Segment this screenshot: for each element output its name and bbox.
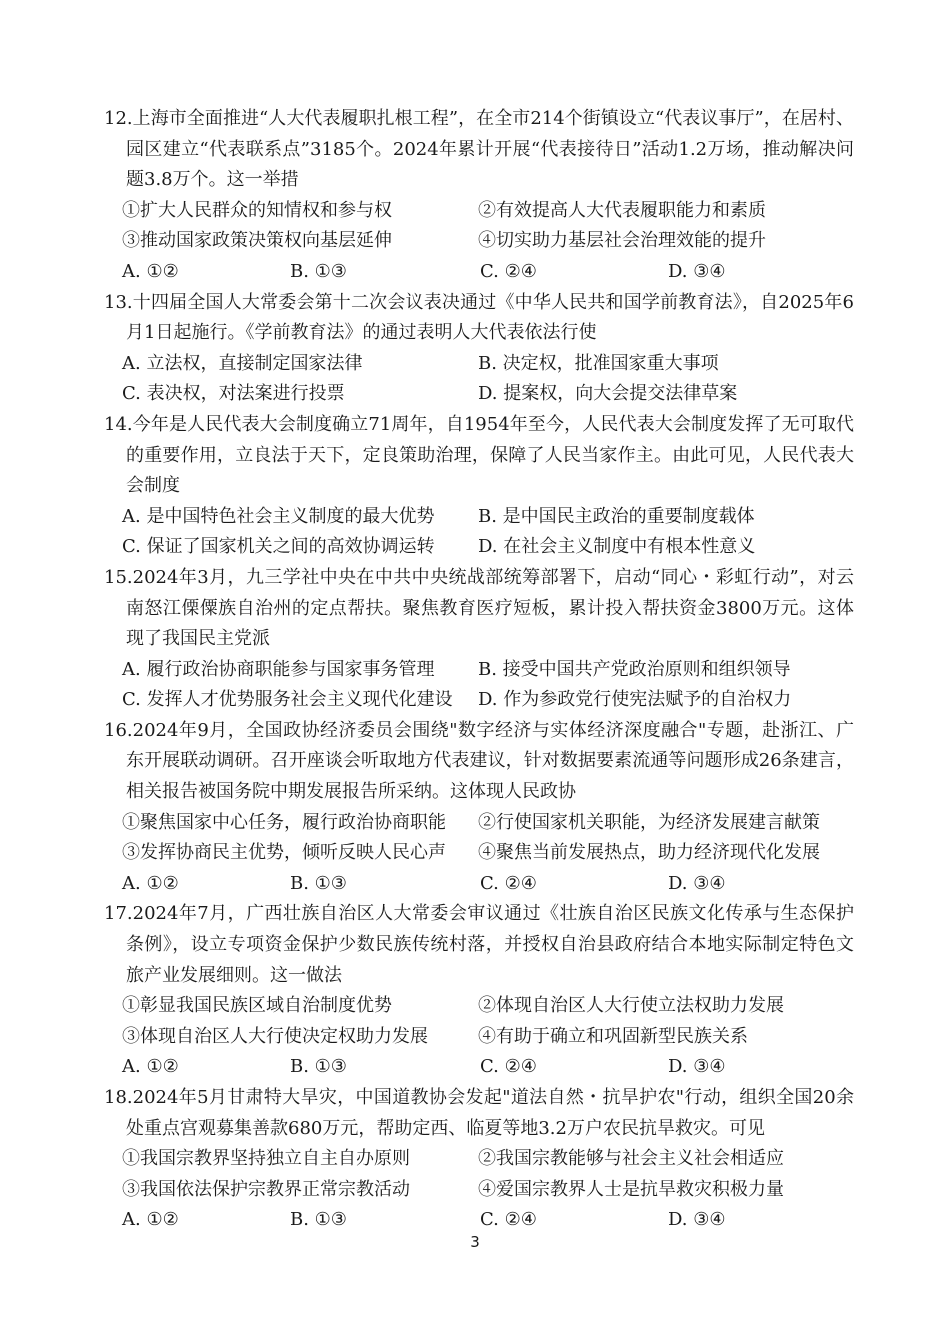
- question-13: [104, 288, 854, 410]
- question-16: [104, 716, 854, 900]
- statement-list: [104, 1144, 854, 1205]
- choice-b: B. ①③: [290, 260, 347, 282]
- statement-list: [104, 808, 854, 869]
- statement-1: ①扩大人民群众的知情权和参与权: [122, 199, 392, 221]
- question-list: [104, 104, 854, 1236]
- choice-list: [104, 257, 854, 288]
- statement-4: ④爱国宗教界人士是抗旱救灾积极力量: [478, 1178, 784, 1200]
- statement-2: ②有效提高人大代表履职能力和素质: [478, 199, 766, 221]
- question-17: [104, 899, 854, 1083]
- choice-c: C. 表决权，对法案进行投票: [122, 383, 345, 405]
- choice-c: C. 发挥人才优势服务社会主义现代化建设: [122, 689, 453, 711]
- statement-list: [104, 196, 854, 257]
- statement-3: ③发挥协商民主优势，倾听反映人民心声: [122, 842, 446, 864]
- choice-b: B. 决定权，批准国家重大事项: [478, 352, 719, 374]
- question-15: [104, 563, 854, 716]
- choice-b: B. ①③: [290, 1209, 347, 1231]
- choice-c: C. ②④: [480, 872, 537, 894]
- choice-a: A. ①②: [122, 1209, 179, 1231]
- choice-list: [104, 655, 854, 716]
- choice-d: D. ③④: [668, 1209, 726, 1231]
- choice-d: D. ③④: [668, 260, 726, 282]
- question-18: [104, 1083, 854, 1236]
- question-stem: 17.2024年7月，广西壮族自治区人大常委会审议通过《壮族自治区民族文化传承与生态保护条例》，设立专项资金保护少数民族传统村落，并授权自治县政府结合本地实际制定特色文旅产业发展细则。这一做法: [104, 903, 854, 986]
- choice-d: D. 在社会主义制度中有根本性意义: [478, 536, 756, 558]
- question-14: [104, 410, 854, 563]
- statement-list: [104, 991, 854, 1052]
- choice-b: B. ①③: [290, 872, 347, 894]
- choice-c: C. 保证了国家机关之间的高效协调运转: [122, 536, 435, 558]
- choice-a: A. 立法权，直接制定国家法律: [122, 352, 363, 374]
- choice-list: [104, 1052, 854, 1083]
- statement-4: ④有助于确立和巩固新型民族关系: [478, 1025, 748, 1047]
- choice-c: C. ②④: [480, 260, 537, 282]
- choice-d: D. ③④: [668, 872, 726, 894]
- choice-c: C. ②④: [480, 1056, 537, 1078]
- choice-a: A. 履行政治协商职能参与国家事务管理: [122, 658, 435, 680]
- choice-a: A. ①②: [122, 260, 179, 282]
- choice-d: D. ③④: [668, 1056, 726, 1078]
- choice-a: A. ①②: [122, 872, 179, 894]
- choice-d: D. 提案权，向大会提交法律草案: [478, 383, 738, 405]
- choice-a: A. ①②: [122, 1056, 179, 1078]
- choice-b: B. 是中国民主政治的重要制度载体: [478, 505, 755, 527]
- statement-3: ③推动国家政策决策权向基层延伸: [122, 230, 392, 252]
- statement-1: ①我国宗教界坚持独立自主自办原则: [122, 1148, 410, 1170]
- choice-list: [104, 502, 854, 563]
- question-stem: 14.今年是人民代表大会制度确立71周年，自1954年至今，人民代表大会制度发挥了无可取代的重要作用，立良法于天下，定良策助治理，保障了人民当家作主。由此可见，人民代表大会制度: [104, 413, 854, 497]
- question-stem: 18.2024年5月甘肃特大旱灾，中国道教协会发起"道法自然・抗旱护农"行动，组织全国20余处重点宫观募集善款680万元，帮助定西、临夏等地3.2万户农民抗旱救灾。可见: [104, 1087, 854, 1139]
- statement-1: ①彰显我国民族区域自治制度优势: [122, 995, 392, 1017]
- statement-2: ②我国宗教能够与社会主义社会相适应: [478, 1148, 784, 1170]
- statement-1: ①聚焦国家中心任务，履行政治协商职能: [122, 811, 446, 833]
- choice-a: A. 是中国特色社会主义制度的最大优势: [122, 505, 435, 527]
- choice-list: [104, 349, 854, 410]
- question-stem: 15.2024年3月，九三学社中央在中共中央统战部统筹部署下，启动“同心・彩虹行动”，对云南怒江傈僳族自治州的定点帮扶。聚焦教育医疗短板，累计投入帮扶资金3800万元。这体现了我国民主党派: [104, 566, 854, 650]
- choice-d: D. 作为参政党行使宪法赋予的自治权力: [478, 689, 792, 711]
- question-stem: 12.上海市全面推进“人大代表履职扎根工程”，在全市214个街镇设立“代表议事厅”，在居村、园区建立“代表联系点”3185个。2024年累计开展“代表接待日”活动1.2万场，推动解决问题3.8万个。这一举措: [104, 108, 854, 191]
- choice-c: C. ②④: [480, 1209, 537, 1231]
- statement-4: ④切实助力基层社会治理效能的提升: [478, 230, 766, 252]
- statement-3: ③体现自治区人大行使决定权助力发展: [122, 1025, 428, 1047]
- statement-3: ③我国依法保护宗教界正常宗教活动: [122, 1178, 410, 1200]
- question-stem: 16.2024年9月，全国政协经济委员会围绕"数字经济与实体经济深度融合"专题，赴浙江、广东开展联动调研。召开座谈会听取地方代表建议，针对数据要素流通等问题形成26条建言，相关报告被国务院中期发展报告所采纳。这体现人民政协: [104, 719, 854, 803]
- question-stem: 13.十四届全国人大常委会第十二次会议表决通过《中华人民共和国学前教育法》，自2025年6月1日起施行。《学前教育法》的通过表明人大代表依法行使: [104, 291, 854, 344]
- choice-list: [104, 869, 854, 900]
- statement-4: ④聚焦当前发展热点，助力经济现代化发展: [478, 842, 820, 864]
- statement-2: ②体现自治区人大行使立法权助力发展: [478, 995, 784, 1017]
- question-12: [104, 104, 854, 288]
- statement-2: ②行使国家机关职能，为经济发展建言献策: [478, 811, 820, 833]
- choice-b: B. 接受中国共产党政治原则和组织领导: [478, 658, 791, 680]
- page-number: 3: [470, 1233, 480, 1251]
- choice-b: B. ①③: [290, 1056, 347, 1078]
